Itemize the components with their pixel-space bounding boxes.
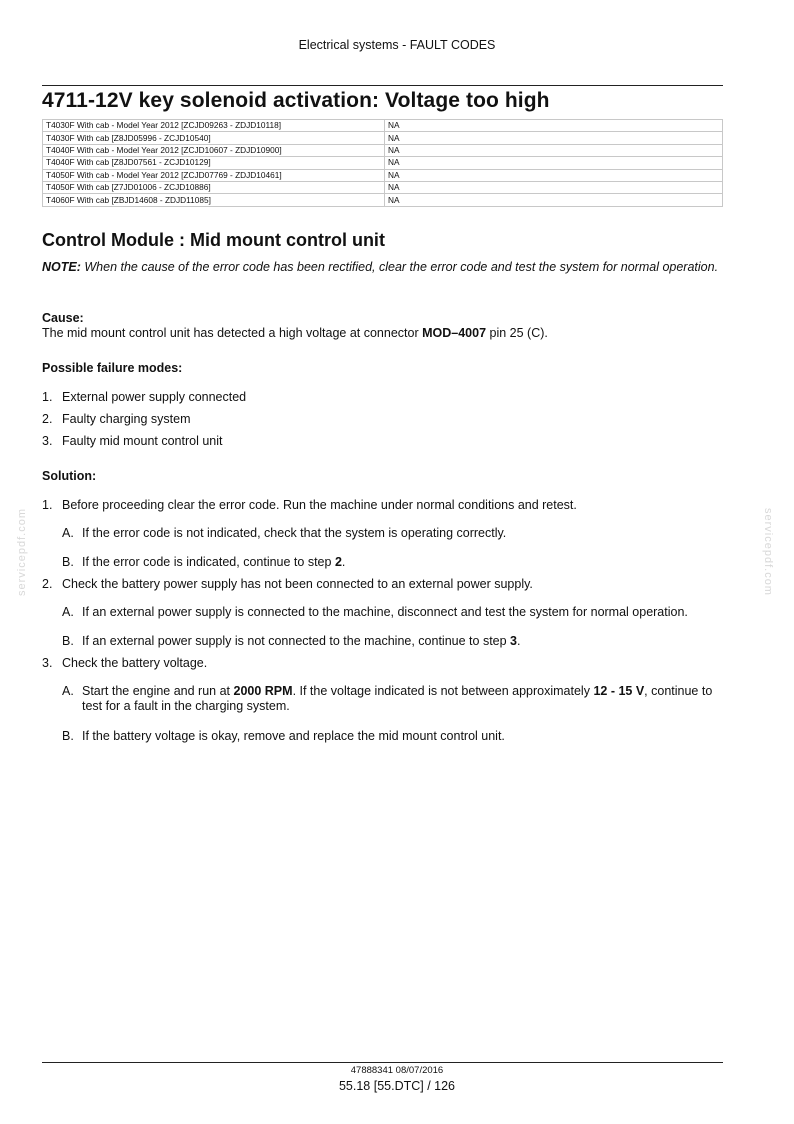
solution-step-2: 2. Check the battery power supply has not been connected to an external power supply. — [42, 577, 533, 591]
model-name-cell: T4040F With cab [Z8JD07561 - ZCJD10129] — [43, 157, 385, 169]
solution-step-2a: A. If an external power supply is connected to the machine, disconnect and test the system for normal operation. — [62, 605, 688, 619]
cause-label: Cause: — [42, 311, 84, 325]
section-title: Control Module : Mid mount control unit — [42, 230, 385, 250]
failure-mode-item: 3. Faulty mid mount control unit — [42, 434, 223, 448]
model-row — [43, 132, 723, 144]
failure-mode-item: 2. Faulty charging system — [42, 412, 191, 426]
page-header: Electrical systems - FAULT CODES — [298, 38, 496, 52]
watermark-right: servicepdf.com — [762, 508, 774, 596]
footer-rule — [42, 1062, 723, 1063]
solution-step-1a: A. If the error code is not indicated, check that the system is operating correctly. — [62, 526, 507, 540]
model-row — [43, 144, 723, 156]
model-value-cell: NA — [385, 132, 723, 144]
model-value-cell: NA — [385, 181, 723, 193]
model-row — [43, 120, 723, 132]
model-row — [43, 169, 723, 181]
model-value-cell: NA — [385, 194, 723, 206]
footer-page-number: 55.18 [55.DTC] / 126 — [338, 1079, 456, 1093]
solution-step-2b: B. If an external power supply is not connected to the machine, continue to step 3. — [62, 634, 521, 648]
model-value-cell: NA — [385, 144, 723, 156]
failure-modes-label: Possible failure modes: — [42, 361, 183, 375]
model-row — [43, 157, 723, 169]
model-name-cell: T4050F With cab - Model Year 2012 [ZCJD07769 - ZDJD10461] — [43, 169, 385, 181]
model-row — [43, 194, 723, 206]
model-name-cell: T4050F With cab [Z7JD01006 - ZCJD10886] — [43, 181, 385, 193]
footer-doc-ref: 47888341 08/07/2016 — [350, 1065, 444, 1076]
solution-label: Solution: — [42, 469, 97, 483]
note-paragraph — [42, 259, 723, 275]
solution-step-3b: B. If the battery voltage is okay, remove and replace the mid mount control unit. — [62, 729, 505, 743]
model-name-cell: T4030F With cab - Model Year 2012 [ZCJD09263 - ZDJD10118] — [43, 120, 385, 132]
solution-step-3a: A. Start the engine and run at 2000 RPM. If the voltage indicated is not between approximately 12 - 15 V, continue to test for a fault in the charging system. — [62, 684, 713, 713]
model-name-cell: T4040F With cab - Model Year 2012 [ZCJD10607 - ZDJD10900] — [43, 144, 385, 156]
note-label: NOTE: — [42, 260, 81, 274]
solution-step-1b: B. If the error code is indicated, continue to step 2. — [62, 555, 346, 569]
note-text: When the cause of the error code has been rectified, clear the error code and test the system for normal operation. — [84, 260, 719, 274]
header-rule — [42, 85, 723, 86]
model-value-cell: NA — [385, 157, 723, 169]
model-row — [43, 181, 723, 193]
solution-step-3: 3. Check the battery voltage. — [42, 656, 208, 670]
watermark-left: servicepdf.com — [16, 508, 28, 596]
fault-code-heading: 4711-12V key solenoid activation: Voltage too high — [42, 89, 550, 112]
model-name-cell: T4030F With cab [Z8JD05996 - ZCJD10540] — [43, 132, 385, 144]
model-name-cell: T4060F With cab [ZBJD14608 - ZDJD11085] — [43, 194, 385, 206]
model-value-cell: NA — [385, 169, 723, 181]
cause-text: The mid mount control unit has detected a high voltage at connector MOD–4007 pin 25 (C). — [42, 326, 548, 340]
model-value-cell: NA — [385, 120, 723, 132]
failure-mode-item: 1. External power supply connected — [42, 390, 247, 404]
model-applicability-table — [42, 119, 723, 207]
connector-id: MOD–4007 — [422, 326, 487, 340]
solution-step-1: 1. Before proceeding clear the error code. Run the machine under normal conditions and retest. — [42, 498, 577, 512]
